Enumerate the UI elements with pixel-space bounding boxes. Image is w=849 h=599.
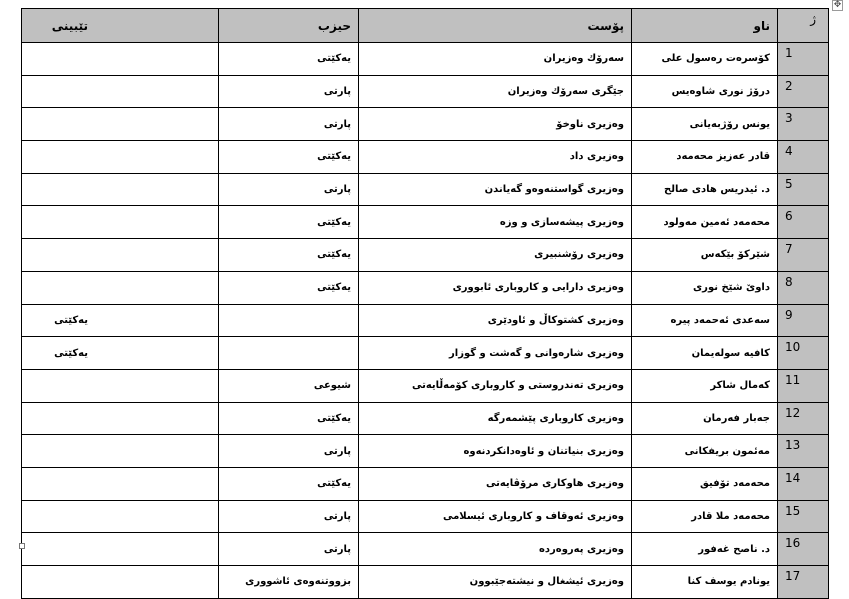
cell-note[interactable] — [22, 173, 219, 206]
cell-number[interactable]: 8 — [778, 271, 829, 304]
cell-note[interactable] — [22, 141, 219, 174]
cell-number[interactable]: 9 — [778, 304, 829, 337]
cell-post[interactable]: وەزیری ناوخۆ — [359, 108, 632, 141]
cell-name[interactable]: درۆژ نوری شاوەیس — [632, 75, 778, 108]
cell-post[interactable]: وەزیری پەروەردە — [359, 533, 632, 566]
cell-number[interactable]: 10 — [778, 337, 829, 370]
cell-party[interactable] — [219, 337, 359, 370]
table-row — [22, 141, 829, 174]
cell-note[interactable] — [22, 566, 219, 599]
cell-party[interactable] — [219, 304, 359, 337]
cell-note[interactable] — [22, 500, 219, 533]
cell-party[interactable]: یەكێتی — [219, 43, 359, 76]
table-row — [22, 206, 829, 239]
table-row — [22, 239, 829, 272]
cell-number[interactable]: 14 — [778, 467, 829, 500]
cell-name[interactable]: كەمال شاكر — [632, 369, 778, 402]
cell-post[interactable]: وەزیری رۆشنبیری — [359, 239, 632, 272]
cell-party[interactable]: یەكێتی — [219, 239, 359, 272]
table-header-row — [22, 9, 829, 43]
header-party: حیزب — [219, 9, 359, 43]
cell-post[interactable]: وەزیری هاوکاری مرۆڤایەتی — [359, 467, 632, 500]
cell-post[interactable]: وەزیری شارەوانی و گەشت و گوزار — [359, 337, 632, 370]
cell-party[interactable]: یەكێتی — [219, 467, 359, 500]
cell-name[interactable]: كۆسرەت رەسول علی — [632, 43, 778, 76]
table-row — [22, 337, 829, 370]
table-move-handle[interactable]: ✥ — [833, 0, 842, 10]
cell-party[interactable]: یەكێتی — [219, 271, 359, 304]
cell-note[interactable] — [22, 239, 219, 272]
cell-post[interactable]: وەزیری پیشەسازی و وزە — [359, 206, 632, 239]
cell-note[interactable] — [22, 533, 219, 566]
cell-name[interactable]: قادر عەزیز محەمەد — [632, 141, 778, 174]
cell-note[interactable] — [22, 108, 219, 141]
cell-post[interactable]: وەزیری كاروباری پێشمەرگە — [359, 402, 632, 435]
table-row — [22, 435, 829, 468]
cell-number[interactable]: 3 — [778, 108, 829, 141]
cell-party[interactable]: شیوعی — [219, 369, 359, 402]
cell-name[interactable]: محەمەد تۆفیق — [632, 467, 778, 500]
cell-name[interactable]: شێرکۆ بێکەس — [632, 239, 778, 272]
cell-party[interactable]: پارتی — [219, 533, 359, 566]
cell-number[interactable]: 7 — [778, 239, 829, 272]
header-post: پۆست — [359, 9, 632, 43]
table-row — [22, 500, 829, 533]
cell-post[interactable]: جێگری سەرۆك وەزیران — [359, 75, 632, 108]
cell-post[interactable]: وەزیری دارایی و كاروباری ئابووری — [359, 271, 632, 304]
cell-name[interactable]: محەمەد ملا قادر — [632, 500, 778, 533]
cell-party[interactable]: یەكێتی — [219, 206, 359, 239]
cell-post[interactable]: سەرۆك وەزیران — [359, 43, 632, 76]
table-row — [22, 108, 829, 141]
cell-post[interactable]: وەزیری ئەوقاف و كاروباری ئیسلامی — [359, 500, 632, 533]
cell-name[interactable]: محەمەد ئەمین مەولود — [632, 206, 778, 239]
cell-note[interactable] — [22, 43, 219, 76]
cell-party[interactable]: یەكێتی — [219, 141, 359, 174]
cell-number[interactable]: 4 — [778, 141, 829, 174]
cell-note[interactable] — [22, 369, 219, 402]
cell-note[interactable] — [22, 75, 219, 108]
cell-party[interactable]: پارتی — [219, 173, 359, 206]
cell-name[interactable]: د. ناصح غەفور — [632, 533, 778, 566]
cell-party[interactable]: پارتی — [219, 435, 359, 468]
table-row — [22, 75, 829, 108]
table-row — [22, 173, 829, 206]
table-row — [22, 402, 829, 435]
table-row — [22, 467, 829, 500]
table-resize-handle[interactable] — [19, 543, 25, 549]
cell-post[interactable]: وەزیری گواستنەوەو گەیاندن — [359, 173, 632, 206]
table-row — [22, 43, 829, 76]
cell-note[interactable]: یەكێتی — [22, 304, 219, 337]
cell-note[interactable] — [22, 271, 219, 304]
table-row — [22, 369, 829, 402]
cell-name[interactable]: د. ئیدریس هادی صالح — [632, 173, 778, 206]
cell-note[interactable] — [22, 206, 219, 239]
cell-number[interactable]: 1 — [778, 43, 829, 76]
cell-name[interactable]: كافیە سولەیمان — [632, 337, 778, 370]
header-number: ژ — [778, 9, 829, 43]
cell-party[interactable]: یەكێتی — [219, 402, 359, 435]
cell-post[interactable]: وەزیری بنیاتنان و ئاوەدانكردنەوە — [359, 435, 632, 468]
cell-post[interactable]: وەزیری ئیشغال و نیشتەجێبوون — [359, 566, 632, 599]
cell-note[interactable]: یەكێتی — [22, 337, 219, 370]
cell-name[interactable]: سەعدی ئەحمەد پیرە — [632, 304, 778, 337]
cell-number[interactable]: 6 — [778, 206, 829, 239]
cell-name[interactable]: یونادم یوسف کنا — [632, 566, 778, 599]
cell-party[interactable]: پارتی — [219, 108, 359, 141]
cell-party[interactable]: بزووتنەوەی ئاشووری — [219, 566, 359, 599]
cell-number[interactable]: 11 — [778, 369, 829, 402]
cell-note[interactable] — [22, 435, 219, 468]
cell-post[interactable]: وەزیری داد — [359, 141, 632, 174]
table-row — [22, 533, 829, 566]
cell-number[interactable]: 2 — [778, 75, 829, 108]
cell-number[interactable]: 17 — [778, 566, 829, 599]
header-note: تێبینی — [22, 9, 219, 43]
cell-party[interactable]: پارتی — [219, 500, 359, 533]
cell-name[interactable]: مەئمون بریفكانی — [632, 435, 778, 468]
table-row — [22, 566, 829, 599]
cell-name[interactable]: یونس رۆژبەیانی — [632, 108, 778, 141]
table-row — [22, 304, 829, 337]
cell-name[interactable]: جەبار فەرمان — [632, 402, 778, 435]
cell-name[interactable]: داوێ شێخ نوری — [632, 271, 778, 304]
cell-number[interactable]: 15 — [778, 500, 829, 533]
cell-note[interactable] — [22, 402, 219, 435]
cabinet-table — [21, 8, 829, 599]
cell-number[interactable]: 13 — [778, 435, 829, 468]
header-name: ناو — [632, 9, 778, 43]
cell-post[interactable]: وەزیری كشتوكاڵ و ئاودێری — [359, 304, 632, 337]
table-row — [22, 271, 829, 304]
cell-post[interactable]: وەزیری تەندروستی و كاروباری كۆمەڵایەتی — [359, 369, 632, 402]
cell-party[interactable]: پارتی — [219, 75, 359, 108]
cell-note[interactable] — [22, 467, 219, 500]
cell-number[interactable]: 5 — [778, 173, 829, 206]
cell-number[interactable]: 12 — [778, 402, 829, 435]
cell-number[interactable]: 16 — [778, 533, 829, 566]
